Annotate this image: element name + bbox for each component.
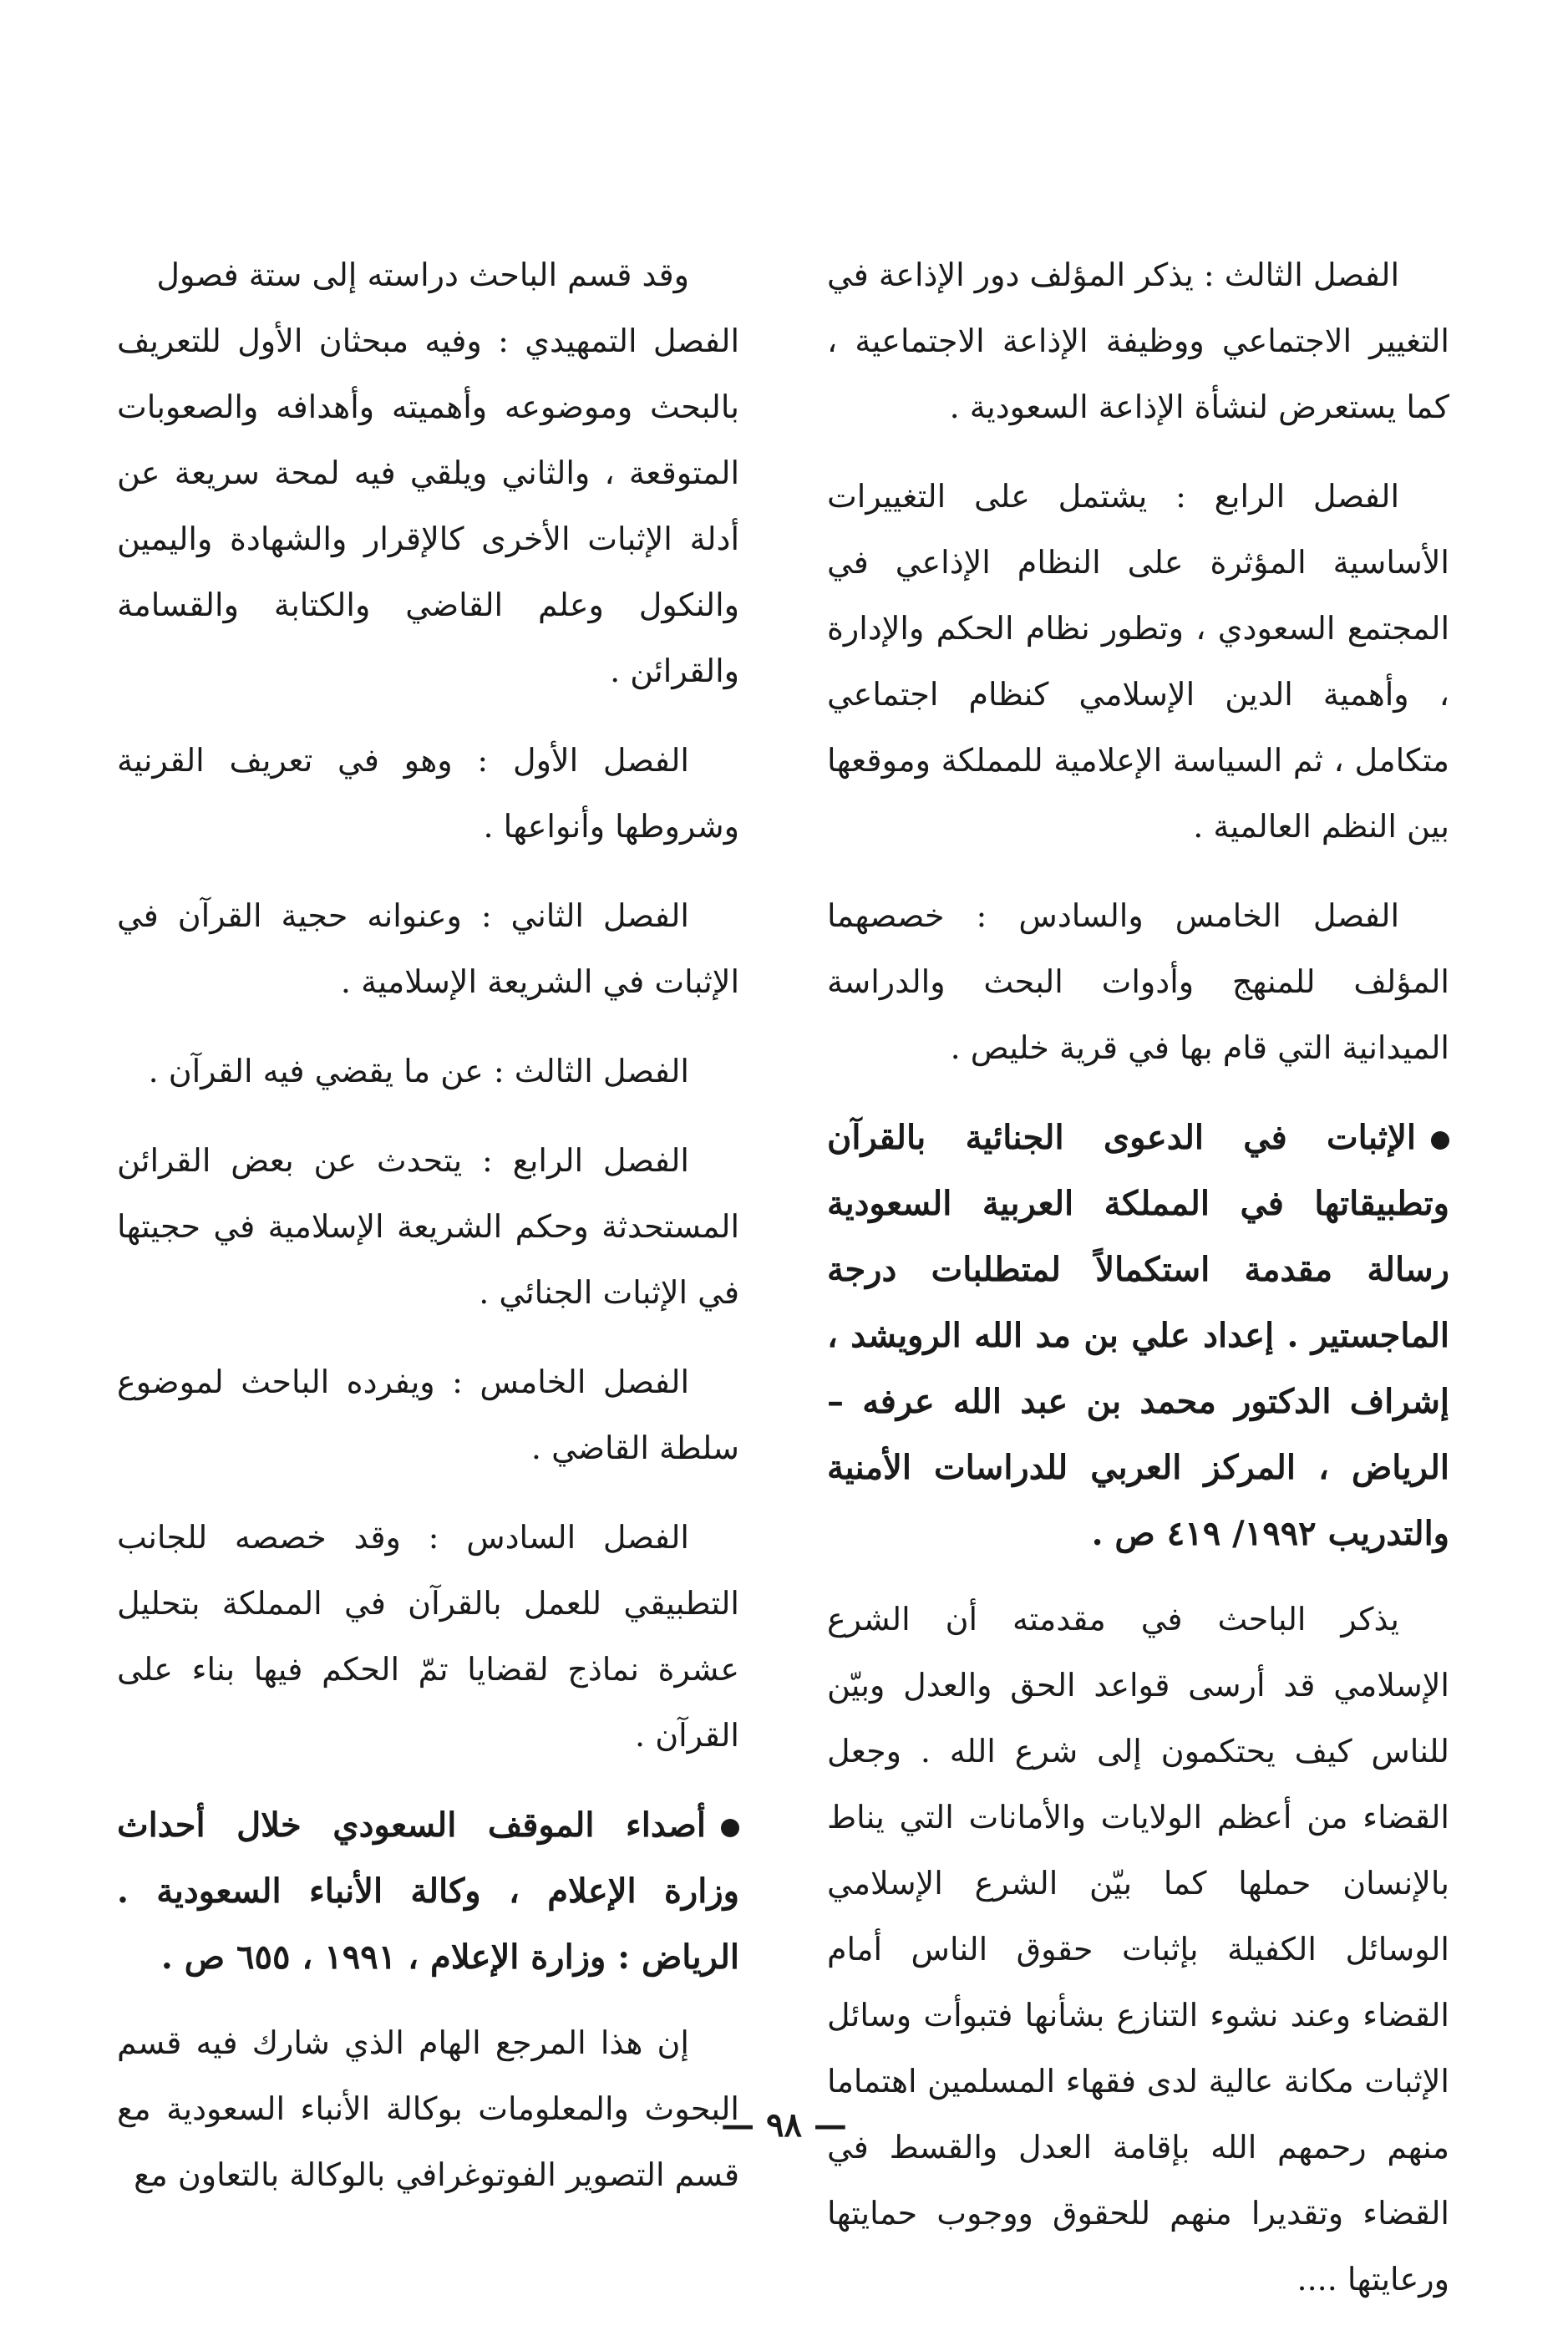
entry-title-text: أصداء الموقف السعودي خلال أحداث وزارة الإعلام ، وكالة الأنباء السعودية . الرياض : وزارة الإعلام ، ١٩٩١ ، ٦٥٥ ص .: [117, 1805, 739, 1977]
chapter-6-description: الفصل السادس : وقد خصصه للجانب التطبيقي للعمل بالقرآن في المملكة بتحليل عشرة نماذج لقضايا تمّ الحكم فيها بناء على القرآن .: [117, 1519, 739, 1754]
chapter-0-description: الفصل التمهيدي : وفيه مبحثان الأول للتعريف بالبحث وموضوعه وأهميته وأهدافه والصعوبات المتوقعة ، والثاني ويلقي فيه لمحة سريعة عن أدلة الإثبات الأخرى كالإقرار والشهادة واليمين والنكول وعلم القاضي والكتابة والقسامة والقرائن .: [117, 322, 739, 689]
chapter-5-description: الفصل الخامس : ويفرده الباحث لموضوع سلطة القاضي .: [117, 1364, 739, 1466]
bullet-icon: [721, 1819, 739, 1837]
chapter-4-description: الفصل الرابع : يتحدث عن بعض القرائن المستحدثة وحكم الشريعة الإسلامية في حجيتها في الإثبات الجنائي .: [117, 1142, 739, 1311]
bullet-icon: [1431, 1131, 1449, 1150]
bibliography-entry-title: [827, 1105, 1449, 1567]
page-number: — ٩٨ —: [721, 2105, 847, 2145]
entry-summary: يذكر الباحث في مقدمته أن الشرع الإسلامي قد أرسى قواعد الحق والعدل وبيّن للناس كيف يحتكمون إلى شرع الله . وجعل القضاء من أعظم الولايات والأمانات التي يناط بالإنسان حملها كما بيّن الشرع الإسلامي الوسائل الكفيلة بإثبات حقوق الناس أمام القضاء وعند نشوء التنازع بشأنها فتبوأت وسائل الإثبات مكانة عالية لدى فقهاء المسلمين اهتماما منهم رحمهم الله بإقامة العدل والقسط في القضاء وتقديرا منهم للحقوق ووجوب حمايتها ورعايتها ....: [827, 1601, 1449, 2298]
left-column: [117, 242, 739, 2232]
chapter-4-description: الفصل الرابع : يشتمل على التغييرات الأساسية المؤثرة على النظام الإذاعي في المجتمع السعودي ، وتطور نظام الحكم والإدارة ، وأهمية الدين الإسلامي كنظام اجتماعي متكامل ، ثم السياسة الإعلامية للمملكة وموقعها بين النظم العالمية .: [827, 478, 1449, 845]
chapter-2-description: الفصل الثاني : وعنوانه حجية القرآن في الإثبات في الشريعة الإسلامية .: [117, 897, 739, 1000]
entry-summary: إن هذا المرجع الهام الذي شارك فيه قسم البحوث والمعلومات بوكالة الأنباء السعودية مع قسم التصوير الفوتوغرافي بالوكالة بالتعاون مع: [117, 2024, 739, 2193]
entry-title-text: الإثبات في الدعوى الجنائية بالقرآن وتطبيقاتها في المملكة العربية السعودية رسالة مقدمة استكمالاً لمتطلبات درجة الماجستير . إعداد علي بن مد الله الرويشد ، إشراف الدكتور محمد بن عبد الله عرفه – الرياض ، المركز العربي للدراسات الأمنية والتدريب ١٩٩٢/ ٤١٩ ص .: [827, 1118, 1449, 1553]
bibliography-entry-title: [117, 1792, 739, 1990]
chapter-5-6-description: الفصل الخامس والسادس : خصصهما المؤلف للمنهج وأدوات البحث والدراسة الميدانية التي قام بها في قرية خليص .: [827, 897, 1449, 1066]
chapter-3-description: الفصل الثالث : عن ما يقضي فيه القرآن .: [148, 1053, 689, 1089]
chapter-1-description: الفصل الأول : وهو في تعريف القرنية وشروطها وأنواعها .: [117, 742, 739, 845]
right-column: [827, 242, 1449, 2336]
chapters-intro: وقد قسم الباحث دراسته إلى ستة فصول: [156, 256, 689, 293]
chapter-3-description: الفصل الثالث : يذكر المؤلف دور الإذاعة في التغيير الاجتماعي ووظيفة الإذاعة الاجتماعية ، كما يستعرض لنشأة الإذاعة السعودية .: [827, 256, 1449, 425]
